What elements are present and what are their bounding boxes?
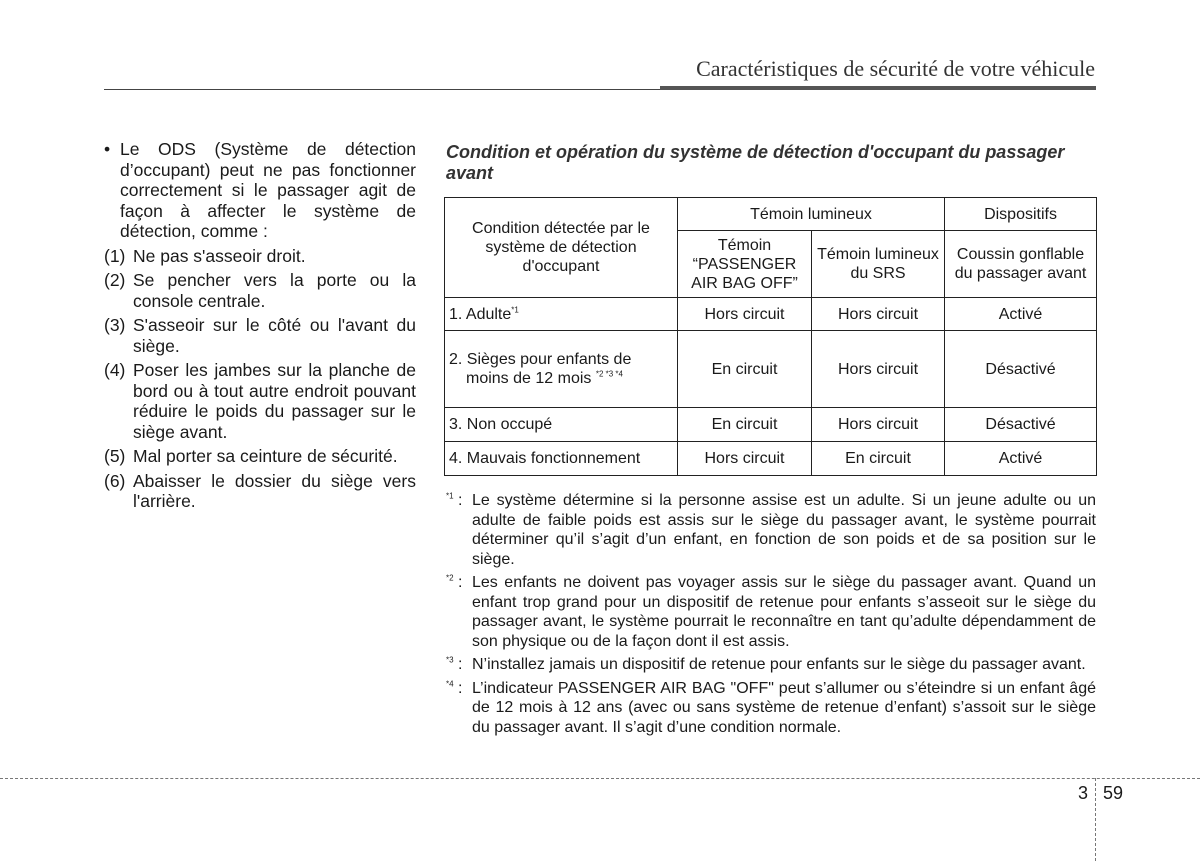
header-temoin: Témoin lumineux [678, 198, 945, 231]
footnotes [446, 491, 1096, 741]
list-item [104, 360, 416, 442]
list-item-number: (6) [104, 470, 126, 491]
list-item-text: S'asseoir sur le côté ou l'avant du siège. [133, 315, 416, 356]
page-number: 59 [1103, 783, 1124, 803]
row-condition: 4. Mauvais fonctionnement [445, 442, 678, 476]
row-passenger: Hors circuit [678, 298, 812, 331]
header-condition: Condition détectée par le système de détection d'occupant [445, 198, 678, 298]
footnote-mark: $^{*3}$ : [446, 655, 463, 673]
ods-condition-table [444, 197, 1097, 476]
row-coussin: Activé [945, 298, 1097, 331]
header-rule-thick [660, 86, 1096, 90]
section-title: Condition et opération du système de détection d'occupant du passager avant [446, 142, 1065, 183]
ods-bullet [104, 139, 416, 242]
list-item [104, 270, 416, 311]
ods-bullet-text: Le ODS (Système de détection d’occupant) peut ne pas fonctionner correctement si le passager agit de façon à affecter le système de détection, comme : [120, 139, 416, 241]
footnote-text: L’indicateur PASSENGER AIR BAG "OFF" peut s’allumer ou s’éteindre si un enfant âgé de 12 mois à 12 ans (avec ou sans système de retenue d’enfant) s’assoit sur le siège du passager avant. Il s’agit d’une condition normale. [472, 679, 1096, 736]
row-passenger: Hors circuit [678, 442, 812, 476]
list-item [104, 446, 416, 467]
row-condition: 2. Sièges pour enfants de moins de 12 mois $^{*2 *3 *4}$ [445, 331, 678, 408]
table-row [445, 331, 1097, 408]
subheader-passenger-airbag: Témoin “PASSENGER AIR BAG OFF” [678, 231, 812, 298]
footnote-text: Le système détermine si la personne assise est un adulte. Si un jeune adulte ou un adulte de faible poids est assis sur le siège du passager avant, le système pourrait déterminer qu’il s’agit d’un enfant, en fonction de son poids et de sa position sur le siège. [472, 492, 1096, 568]
row-condition: 3. Non occupé [445, 408, 678, 442]
footnote-mark: $^{*4}$ : [446, 679, 463, 697]
list-item-number: (3) [104, 315, 126, 335]
table-row [445, 442, 1097, 476]
page-header-title: Caractéristiques de sécurité de votre véhicule [696, 56, 1095, 81]
list-item-number: (2) [104, 270, 126, 290]
row-passenger: En circuit [678, 408, 812, 442]
subheader-srs: Témoin lumineux du SRS [812, 231, 945, 298]
list-item-text: Ne pas s'asseoir droit. [133, 245, 306, 266]
list-item [104, 471, 416, 512]
list-item-text: Se pencher vers la porte ou la console centrale. [133, 270, 416, 311]
row-coussin: Désactivé [945, 331, 1097, 408]
list-item-text: Poser les jambes sur la planche de bord ou à tout autre endroit pouvant réduire le poids du passager sur le siège avant. [133, 360, 416, 442]
row-coussin: Activé [945, 442, 1097, 476]
list-item-text: Mal porter sa ceinture de sécurité. [133, 446, 398, 466]
list-item-number: (5) [104, 446, 126, 466]
row-srs: Hors circuit [812, 408, 945, 442]
row-srs: Hors circuit [812, 298, 945, 331]
footnote [446, 679, 1096, 738]
bullet-icon: • [104, 139, 111, 159]
list-item-number: (1) [104, 245, 126, 266]
list-item-number: (4) [104, 360, 126, 380]
row-passenger: En circuit [678, 331, 812, 408]
footnote-text: Les enfants ne doivent pas voyager assis sur le siège du passager avant. Quand un enfant trop grand pour un dispositif de retenue pour enfants s’asseoit sur le siège du passager avant, le système pourrait le reconnaître en tant qu’adulte dépendamment de son physique ou de la façon dont il est assis. [472, 574, 1096, 650]
footnote-mark: $^{*1}$ : [446, 491, 463, 509]
row-coussin: Désactivé [945, 408, 1097, 442]
list-item-text: Abaisser le dossier du siège vers l'arrière. [133, 470, 416, 511]
list-item [104, 315, 416, 356]
row-srs: Hors circuit [812, 331, 945, 408]
row-condition: 1. Adulte$^{*1}$ [445, 298, 678, 331]
header-rule-thin [104, 89, 660, 90]
footer-dashed-rule [0, 778, 1200, 779]
row-srs: En circuit [812, 442, 945, 476]
footnote [446, 573, 1096, 651]
header-dispositifs: Dispositifs [945, 198, 1097, 231]
footnote [446, 491, 1096, 569]
footnote-text: N’installez jamais un dispositif de retenue pour enfants sur le siège du passager avant. [472, 656, 1086, 673]
footnote [446, 655, 1096, 675]
table-row [445, 298, 1097, 331]
page-chapter-number: 3 [1078, 783, 1089, 803]
list-item [104, 246, 416, 267]
footnote-mark: $^{*2}$ : [446, 573, 463, 591]
subheader-coussin: Coussin gonflable du passager avant [945, 231, 1097, 298]
ods-notes-column [104, 139, 416, 516]
table-row [445, 408, 1097, 442]
footer-dashed-divider [1095, 778, 1096, 861]
